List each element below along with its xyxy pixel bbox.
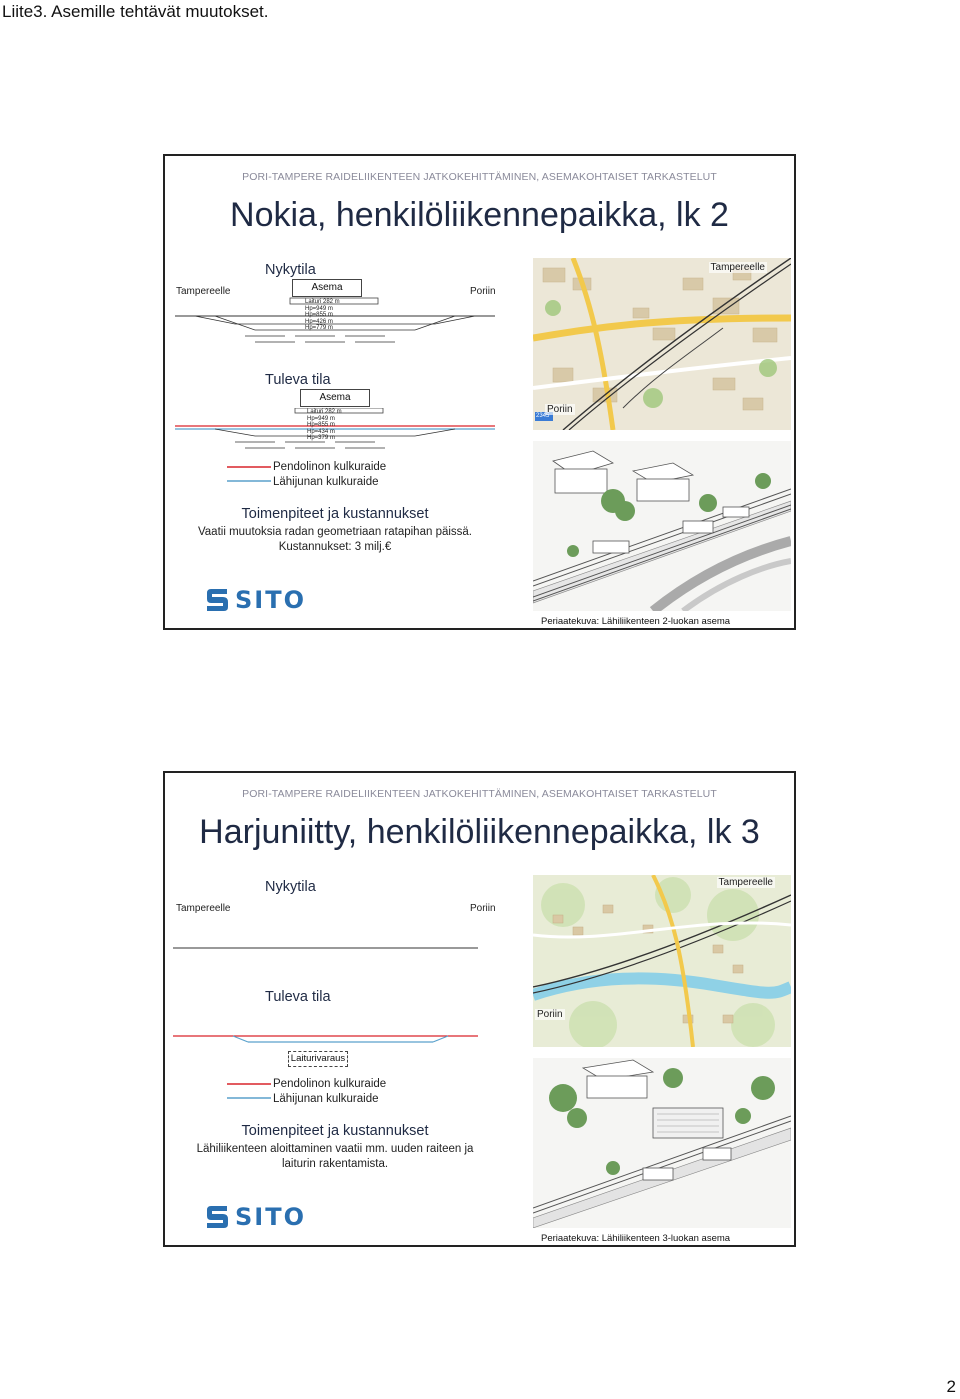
harjuniitty-map (533, 875, 791, 1047)
track-length: Hp=426 m (305, 318, 333, 325)
track-length: Hp=434 m (307, 428, 335, 435)
slide-harjuniitty (163, 771, 796, 1247)
slide-title: Nokia, henkilöliikennepaikka, lk 2 (230, 196, 729, 234)
legend-swatches (227, 1079, 271, 1101)
illustration-caption: Periaatekuva: Lähiliikenteen 2-luokan asema (541, 616, 731, 627)
track-length: Hp=855 m (307, 422, 335, 428)
platform-reservation-box: Laiturivaraus (288, 1051, 348, 1067)
future-track-lengths (307, 409, 342, 442)
future-state-label: Tuleva tila (265, 989, 331, 1005)
slide-nokia (163, 154, 796, 630)
legend-local-train: Lähijunan kulkuraide (273, 1093, 379, 1105)
station-box: Asema (292, 279, 362, 297)
current-track-lengths (305, 299, 340, 332)
measures-line: laiturin rakentamista. (281, 1158, 389, 1170)
current-state-label: Nykytila (265, 879, 316, 895)
direction-left-label: Tampereelle (176, 903, 231, 914)
measures-heading: Toimenpiteet ja kustannukset (241, 1123, 429, 1139)
station-drawing (533, 441, 791, 611)
slide-kicker: PORI-TAMPERE RAIDELIIKENTEEN JATKOKEHITTÄMINEN, ASEMAKOHTAISET TARKASTELUT (242, 171, 717, 183)
slide-title: Harjuniitty, henkilöliikennepaikka, lk 3 (199, 813, 760, 851)
track-length: Hp=779 m (305, 325, 333, 331)
measures-line: Lähiliikenteen aloittaminen vaatii mm. uuden raiteen ja (196, 1143, 474, 1155)
nokia-map (533, 258, 791, 430)
station-box: Asema (300, 389, 370, 407)
direction-right-label: Poriin (470, 903, 496, 914)
station-illustration (533, 1058, 791, 1228)
future-state-label: Tuleva tila (265, 372, 331, 388)
current-track-diagram (173, 945, 478, 951)
page-header: Liite3. Asemille tehtävät muutokset. (2, 2, 269, 21)
sito-logo-text: SITO (235, 1203, 306, 1231)
measures-body (165, 525, 505, 555)
legend-swatches (227, 462, 271, 484)
legend-local-train: Lähijunan kulkuraide (273, 476, 379, 488)
sito-logo-text: SITO (235, 586, 306, 614)
sito-logo-icon (203, 587, 231, 613)
road-badge: 2345 (536, 413, 550, 419)
track-length: Laituri 282 m (305, 299, 340, 305)
track-length: Hp=949 m (305, 305, 333, 312)
map-graphic (533, 875, 791, 1047)
station-drawing (533, 1058, 791, 1228)
measures-line: Kustannukset: 3 milj.€ (278, 541, 392, 553)
sito-logo (203, 1203, 306, 1231)
station-illustration (533, 441, 791, 611)
measures-body (165, 1142, 505, 1172)
slide-kicker: PORI-TAMPERE RAIDELIIKENTEEN JATKOKEHITTÄMINEN, ASEMAKOHTAISET TARKASTELUT (242, 788, 717, 800)
direction-right-label: Poriin (470, 286, 496, 297)
sito-logo (203, 586, 306, 614)
legend-pendolino: Pendolinon kulkuraide (273, 461, 387, 473)
future-track-diagram (173, 1031, 478, 1047)
map-label-pori: Poriin (547, 404, 573, 415)
map-label-tampere: Tampereelle (710, 262, 765, 273)
measures-line: Vaatii muutoksia radan geometriaan ratapihan päissä. (197, 526, 473, 538)
track-length: Laituri 282 m (307, 409, 342, 415)
page-number: 2 (946, 1377, 956, 1396)
illustration-caption: Periaatekuva: Lähiliikenteen 3-luokan asema (541, 1233, 731, 1244)
sito-logo-icon (203, 1204, 231, 1230)
legend-pendolino: Pendolinon kulkuraide (273, 1078, 387, 1090)
measures-heading: Toimenpiteet ja kustannukset (241, 506, 429, 522)
current-state-label: Nykytila (265, 262, 316, 278)
direction-left-label: Tampereelle (176, 286, 231, 297)
track-length: Hp=379 m (307, 435, 335, 441)
map-label-pori: Poriin (537, 1009, 563, 1020)
track-length: Hp=855 m (305, 312, 333, 318)
map-label-tampere: Tampereelle (718, 877, 773, 888)
track-length: Hp=949 m (307, 415, 335, 422)
